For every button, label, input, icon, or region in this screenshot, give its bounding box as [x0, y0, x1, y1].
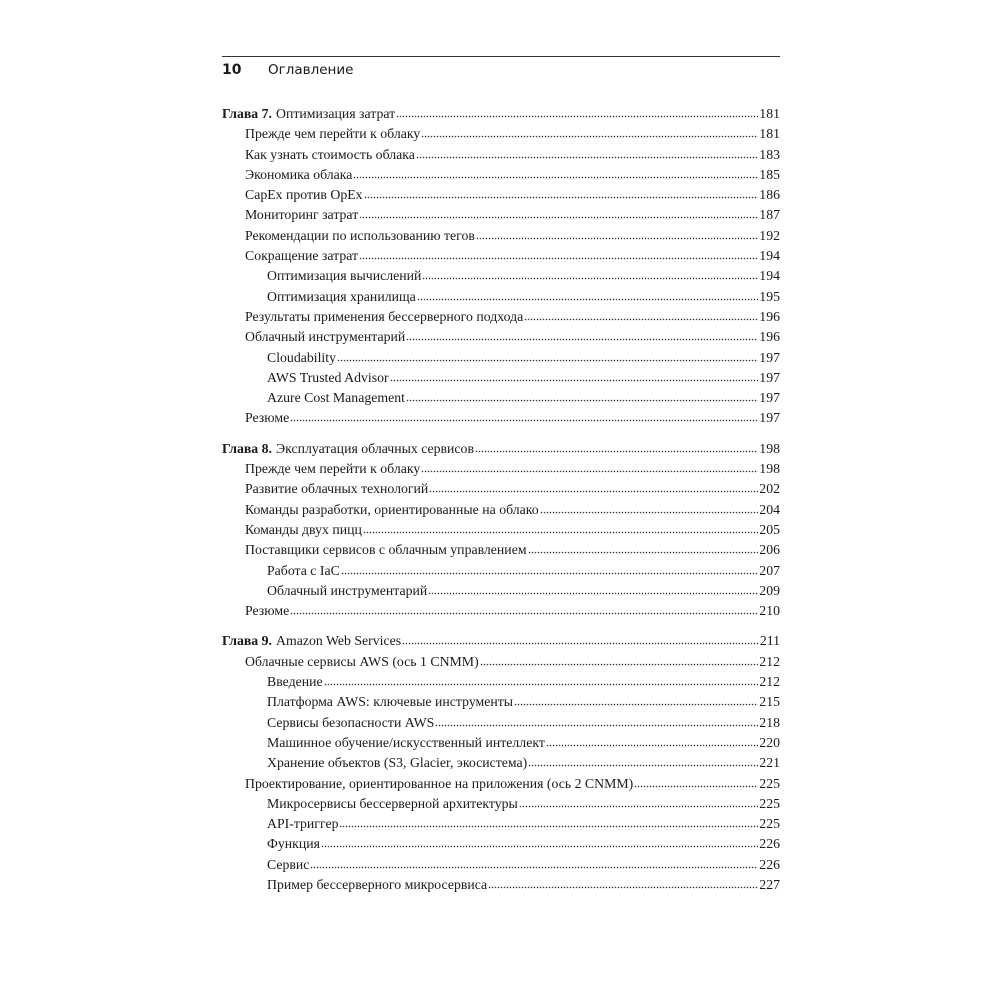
table-of-contents	[222, 104, 780, 905]
dot-leader	[321, 838, 758, 848]
toc-entry-page-number: 212	[759, 674, 780, 690]
dot-leader	[519, 798, 759, 808]
toc-entry-label: Сервисы безопасности AWS	[267, 714, 435, 730]
toc-entry[interactable]	[222, 713, 780, 733]
dot-leader	[480, 656, 759, 666]
page-number: 10	[222, 62, 242, 78]
toc-entry-page-number: 205	[759, 521, 780, 537]
toc-entry-page-number: 198	[759, 461, 780, 477]
dot-leader	[476, 230, 758, 240]
toc-entry-label: API-триггер	[267, 816, 339, 832]
toc-entry[interactable]	[222, 581, 780, 601]
toc-entry[interactable]	[222, 692, 780, 712]
chapter-number: Глава 7.	[222, 106, 273, 121]
toc-entry-page-number: 225	[759, 795, 780, 811]
toc-entry-label: Пример бессерверного микросервиса	[267, 876, 488, 892]
dot-leader	[290, 605, 758, 615]
dot-leader	[337, 352, 758, 362]
toc-chapter-heading[interactable]	[222, 104, 780, 124]
dot-leader	[528, 757, 758, 767]
toc-entry-label: Облачные сервисы AWS (ось 1 CNMM)	[245, 653, 479, 669]
toc-entry-page-number: 218	[759, 714, 780, 730]
dot-leader	[363, 524, 758, 534]
toc-entry[interactable]	[222, 479, 780, 499]
toc-entry[interactable]	[222, 774, 780, 794]
toc-entry-label: Результаты применения бессерверного подхода	[245, 308, 524, 324]
dot-leader	[435, 717, 758, 727]
toc-entry-page-number: 215	[759, 694, 780, 710]
toc-entry-page-number: 185	[759, 166, 780, 182]
toc-entry[interactable]	[222, 652, 780, 672]
toc-entry[interactable]	[222, 327, 780, 347]
toc-entry-page-number: 225	[759, 775, 780, 791]
toc-entry-label: Микросервисы бессерверной архитектуры	[267, 795, 518, 811]
toc-entry-label: Работа с IaC	[267, 562, 340, 578]
dot-leader	[488, 879, 758, 889]
toc-entry-page-number: 192	[759, 227, 780, 243]
toc-entry-page-number: 210	[759, 603, 780, 619]
dot-leader	[421, 128, 758, 138]
running-title: Оглавление	[268, 62, 354, 78]
chapter-title: Эксплуатация облачных сервисов	[276, 440, 474, 456]
dot-leader	[406, 331, 758, 341]
toc-entry-label: Экономика облака	[245, 166, 353, 182]
dot-leader	[422, 270, 758, 280]
toc-entry-page-number: 187	[759, 207, 780, 223]
toc-entry[interactable]	[222, 561, 780, 581]
toc-entry-label: Машинное обучение/искусственный интеллект	[267, 734, 545, 750]
toc-entry-page-number: 226	[759, 856, 780, 872]
toc-entry-label: Прежде чем перейти к облаку	[245, 126, 421, 142]
toc-entry[interactable]	[222, 875, 780, 895]
running-header	[222, 56, 780, 78]
dot-leader	[524, 311, 758, 321]
toc-entry[interactable]	[222, 733, 780, 753]
toc-entry-label: Сокращение затрат	[245, 248, 359, 264]
toc-entry[interactable]	[222, 205, 780, 225]
toc-entry-page-number: 209	[759, 582, 780, 598]
toc-entry-label: Платформа AWS: ключевые инструменты	[267, 694, 514, 710]
dot-leader	[339, 818, 758, 828]
dot-leader	[359, 250, 758, 260]
toc-entry-label: CapEx против OpEx	[245, 187, 363, 203]
toc-entry-label: Cloudability	[267, 349, 336, 365]
toc-entry-label: Введение	[267, 674, 323, 690]
dot-leader	[514, 696, 758, 706]
toc-entry[interactable]	[222, 165, 780, 185]
toc-entry-label: Резюме	[245, 603, 290, 619]
chapter-title: Оптимизация затрат	[276, 106, 396, 121]
toc-entry-label: AWS Trusted Advisor	[267, 369, 389, 385]
dot-leader	[406, 392, 758, 402]
chapter-title: Amazon Web Services	[276, 633, 402, 649]
toc-chapter	[222, 104, 780, 429]
toc-entry-label: Прежде чем перейти к облаку	[245, 461, 421, 477]
dot-leader	[290, 412, 758, 422]
dot-leader	[390, 372, 759, 382]
toc-entry-page-number: 197	[759, 369, 780, 385]
chapter-page-number: 181	[759, 106, 780, 121]
toc-entry[interactable]	[222, 834, 780, 854]
dot-leader	[396, 108, 758, 118]
toc-entry[interactable]	[222, 287, 780, 307]
toc-entry-page-number: 227	[759, 876, 780, 892]
toc-entry-label: Оптимизация вычислений	[267, 268, 422, 284]
dot-leader	[429, 483, 758, 493]
toc-entry-page-number: 197	[759, 390, 780, 406]
toc-entry[interactable]	[222, 185, 780, 205]
toc-entry-label: Сервис	[267, 856, 310, 872]
toc-entry-label: Облачный инструментарий	[267, 582, 428, 598]
toc-entry[interactable]	[222, 520, 780, 540]
toc-entry-label: Облачный инструментарий	[245, 329, 406, 345]
toc-chapter	[222, 631, 780, 895]
dot-leader	[475, 443, 758, 453]
toc-entry-page-number: 206	[759, 542, 780, 558]
toc-entry[interactable]	[222, 855, 780, 875]
dot-leader	[359, 209, 758, 219]
toc-chapter-heading[interactable]	[222, 439, 780, 459]
dot-leader	[421, 463, 758, 473]
toc-entry-page-number: 204	[759, 501, 780, 517]
dot-leader	[428, 585, 758, 595]
toc-entry[interactable]	[222, 500, 780, 520]
toc-entry-page-number: 221	[759, 755, 780, 771]
toc-entry-page-number: 196	[759, 308, 780, 324]
toc-entry[interactable]	[222, 246, 780, 266]
toc-entry-page-number: 194	[759, 248, 780, 264]
toc-entry-label: Оптимизация хранилища	[267, 288, 416, 304]
dot-leader	[341, 565, 758, 575]
toc-chapter	[222, 439, 780, 622]
toc-entry-label: Azure Cost Management	[267, 390, 405, 406]
toc-entry-page-number: 181	[759, 126, 780, 142]
toc-entry[interactable]	[222, 459, 780, 479]
toc-entry[interactable]	[222, 794, 780, 814]
toc-entry-page-number: 202	[759, 481, 780, 497]
toc-entry-label: Команды двух пицц	[245, 521, 362, 537]
dot-leader	[402, 635, 759, 645]
chapter-number: Глава 8.	[222, 440, 273, 456]
toc-entry[interactable]	[222, 753, 780, 773]
toc-entry-page-number: 197	[759, 410, 780, 426]
toc-entry[interactable]	[222, 348, 780, 368]
toc-entry[interactable]	[222, 388, 780, 408]
toc-entry-label: Хранение объектов (S3, Glacier, экосистема)	[267, 755, 528, 771]
toc-entry-page-number: 183	[759, 146, 780, 162]
toc-entry-page-number: 226	[759, 836, 780, 852]
toc-entry-page-number: 186	[759, 187, 780, 203]
toc-entry[interactable]	[222, 408, 780, 428]
toc-entry-label: Проектирование, ориентированное на приложения (ось 2 CNMM)	[245, 775, 634, 791]
toc-entry-page-number: 195	[759, 288, 780, 304]
dot-leader	[528, 544, 759, 554]
chapter-number: Глава 9.	[222, 633, 273, 649]
dot-leader	[540, 504, 759, 514]
dot-leader	[416, 149, 758, 159]
toc-entry-label: Команды разработки, ориентированные на облако	[245, 501, 539, 517]
toc-entry[interactable]	[222, 601, 780, 621]
toc-entry-page-number: 207	[759, 562, 780, 578]
toc-entry-label: Резюме	[245, 410, 290, 426]
dot-leader	[324, 676, 759, 686]
toc-chapter-heading[interactable]	[222, 631, 780, 651]
chapter-page-number: 198	[759, 440, 780, 456]
toc-entry[interactable]	[222, 266, 780, 286]
toc-entry[interactable]	[222, 368, 780, 388]
toc-entry-page-number: 197	[759, 349, 780, 365]
toc-entry[interactable]	[222, 145, 780, 165]
dot-leader	[634, 778, 758, 788]
toc-entry[interactable]	[222, 307, 780, 327]
toc-entry[interactable]	[222, 540, 780, 560]
dot-leader	[546, 737, 758, 747]
toc-entry-label: Функция	[267, 836, 320, 852]
toc-entry-label: Поставщики сервисов с облачным управлением	[245, 542, 527, 558]
toc-entry-page-number: 212	[759, 653, 780, 669]
toc-entry-label: Мониторинг затрат	[245, 207, 359, 223]
toc-entry[interactable]	[222, 814, 780, 834]
toc-entry-page-number: 220	[759, 734, 780, 750]
toc-entry[interactable]	[222, 672, 780, 692]
dot-leader	[353, 169, 758, 179]
toc-entry-page-number: 225	[759, 816, 780, 832]
toc-entry-page-number: 196	[759, 329, 780, 345]
dot-leader	[364, 189, 759, 199]
dot-leader	[310, 859, 758, 869]
toc-entry[interactable]	[222, 226, 780, 246]
toc-entry[interactable]	[222, 124, 780, 144]
toc-entry-label: Как узнать стоимость облака	[245, 146, 415, 162]
dot-leader	[417, 291, 759, 301]
toc-entry-page-number: 194	[759, 268, 780, 284]
toc-entry-label: Развитие облачных технологий	[245, 481, 429, 497]
chapter-page-number: 211	[759, 633, 780, 649]
toc-entry-label: Рекомендации по использованию тегов	[245, 227, 475, 243]
